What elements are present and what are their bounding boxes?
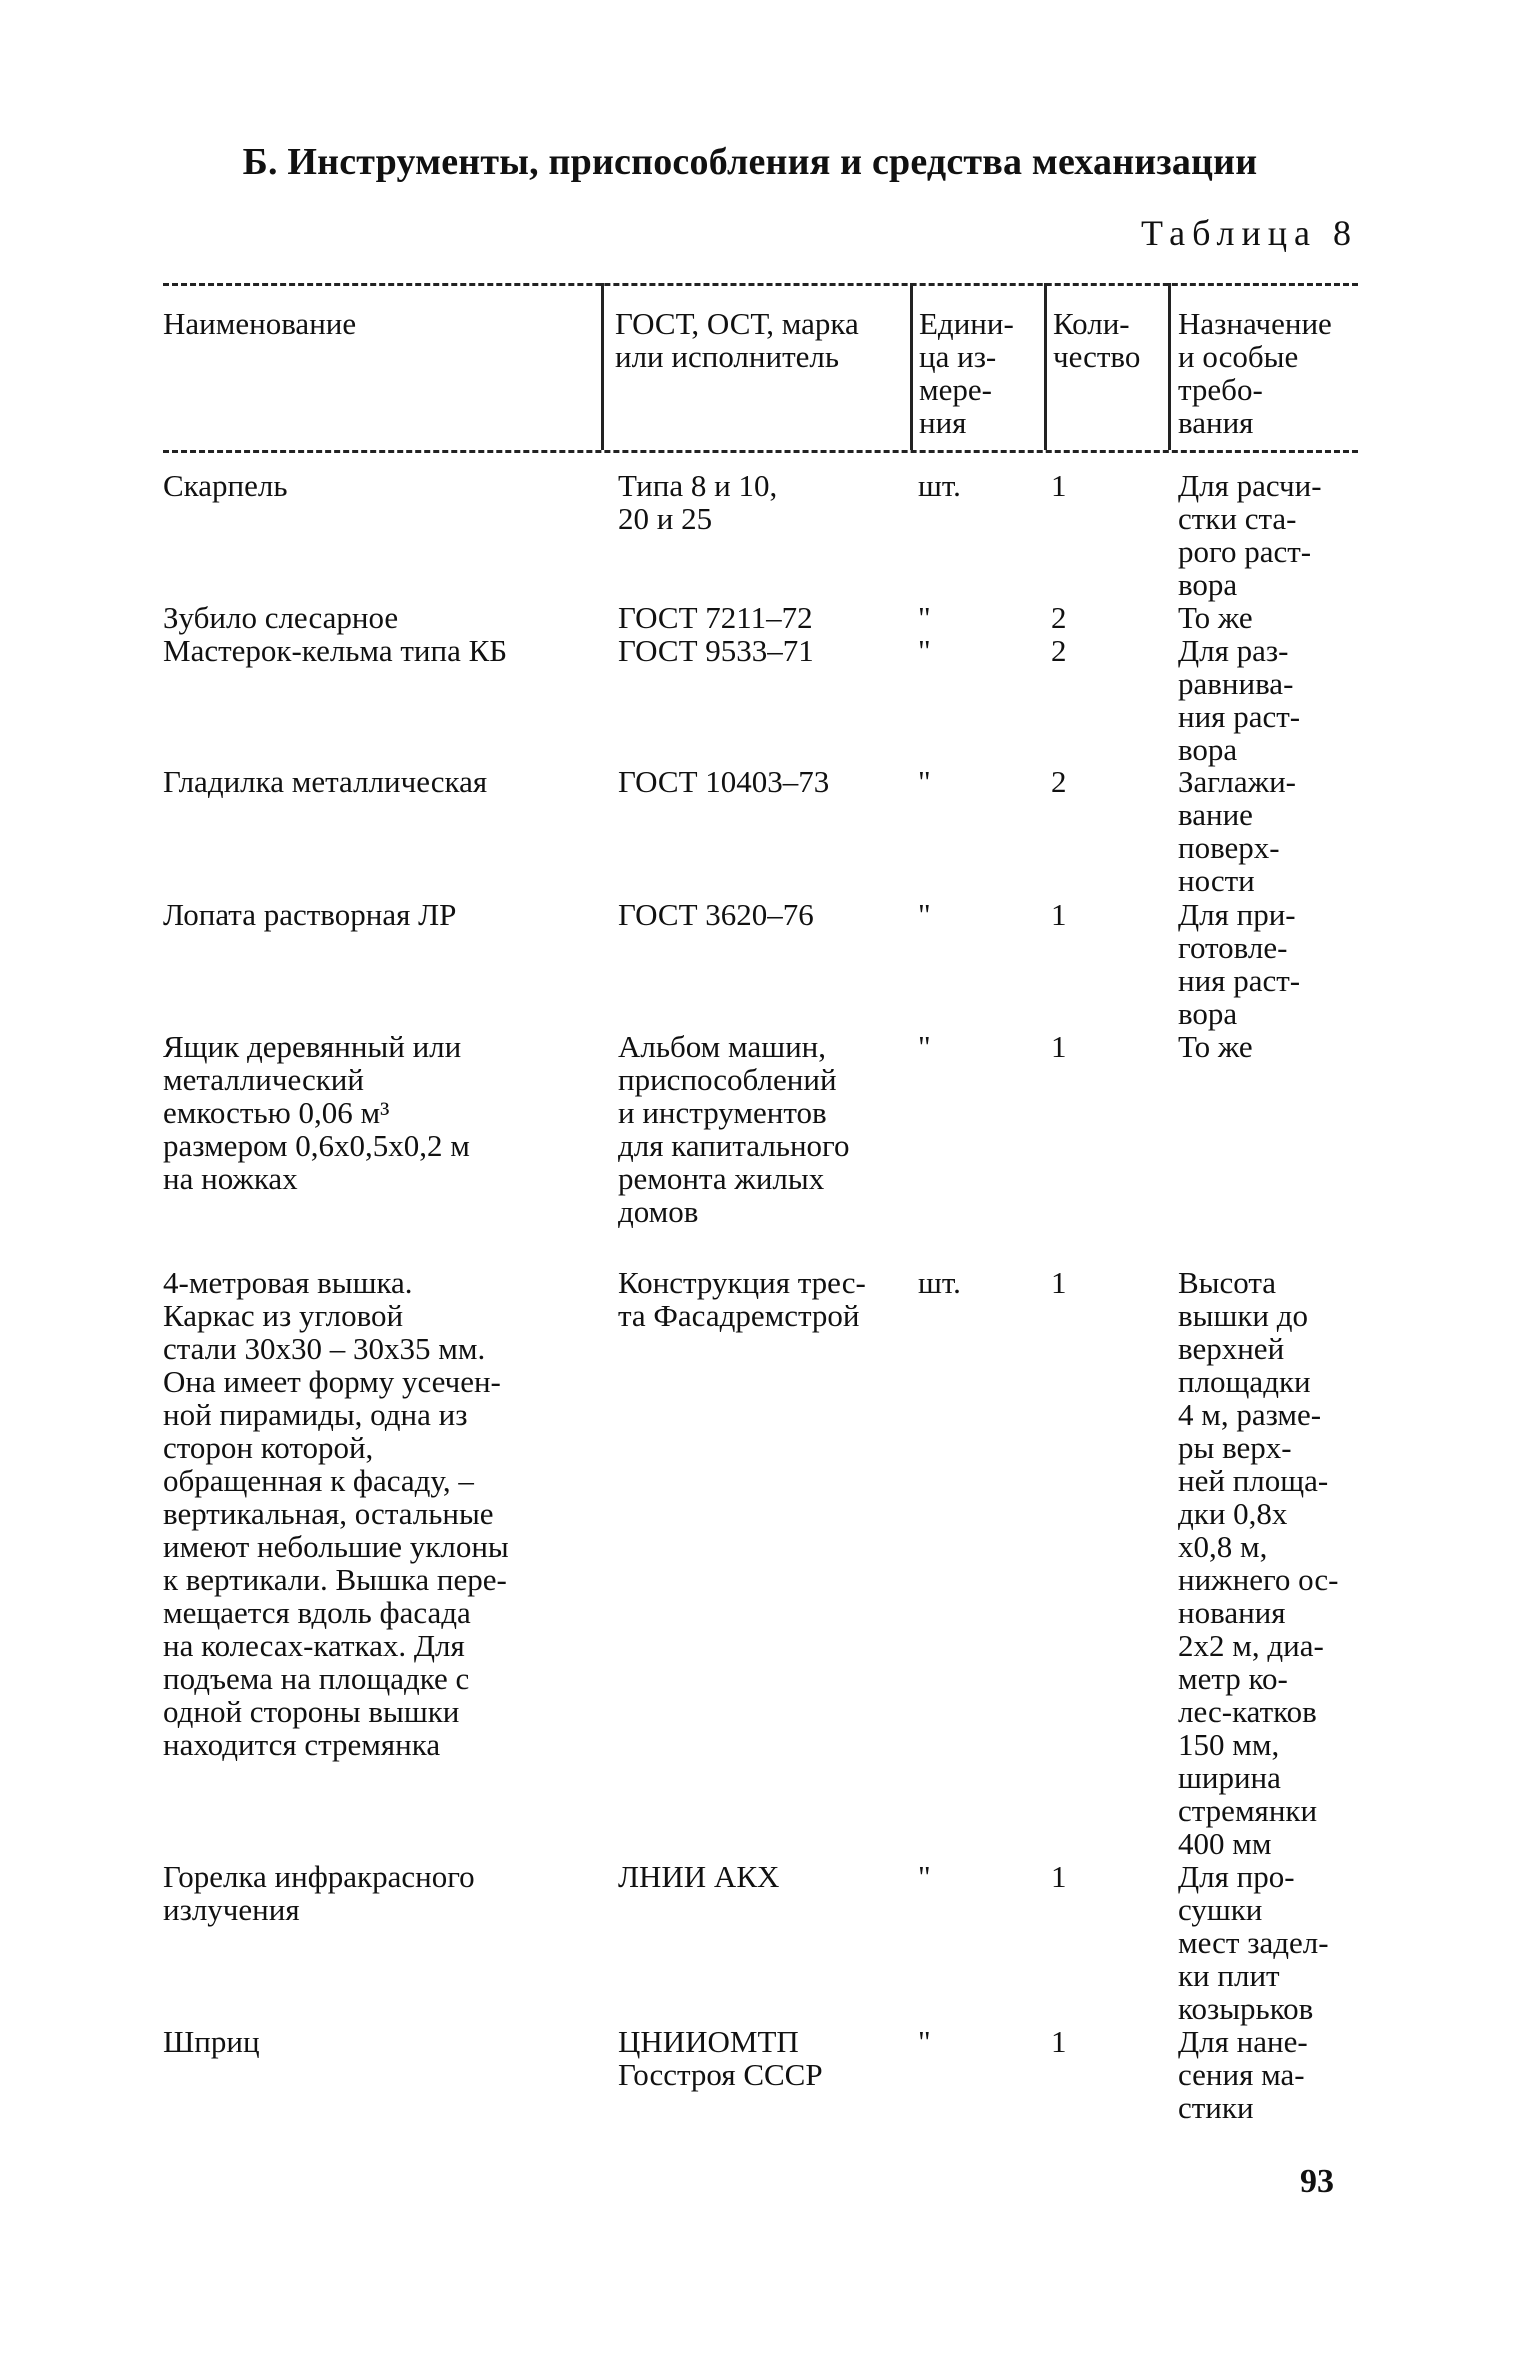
cell-unit: " xyxy=(918,897,931,932)
cell-gost: ЦНИИОМТП Госстроя СССР xyxy=(618,2024,823,2092)
cell-qty: 1 xyxy=(1051,1859,1067,1894)
cell-qty: 2 xyxy=(1051,600,1067,635)
column-header-purpose: Назначение и особые требо- вания xyxy=(1178,306,1332,440)
cell-qty: 2 xyxy=(1051,633,1067,668)
cell-purpose: Высота вышки до верхней площадки 4 м, разме- ры верх- ней площа- дки 0,8х х0,8 м, нижнего ос- нования 2х2 м, диа- метр ко- лес-катков 150 мм, ширина стремянки 400 мм xyxy=(1178,1265,1339,1861)
cell-gost: Типа 8 и 10, 20 и 25 xyxy=(618,468,778,536)
cell-qty: 1 xyxy=(1051,1029,1067,1064)
cell-qty: 1 xyxy=(1051,1265,1067,1300)
column-header-qty: Коли- чество xyxy=(1053,306,1141,374)
cell-qty: 1 xyxy=(1051,468,1067,503)
column-header-unit: Едини- ца из- мере- ния xyxy=(919,306,1014,440)
column-divider xyxy=(1044,283,1047,450)
cell-unit: " xyxy=(918,1859,931,1894)
cell-purpose: Для при- готовле- ния раст- вора xyxy=(1178,897,1301,1031)
column-divider xyxy=(910,283,913,450)
cell-gost: ГОСТ 9533–71 xyxy=(618,633,814,668)
cell-unit: шт. xyxy=(918,1265,961,1300)
column-divider xyxy=(1168,283,1171,450)
cell-name: 4-метровая вышка. Каркас из угловой стали 30х30 – 30х35 мм. Она имеет форму усечен- ной пирамиды, одна из сторон которой, обращенная к фасаду, – вертикальная, остальные имеют небольшие уклоны к вертикали. Вышка пере- мещается вдоль фасада на колесах-катках. Для подъема на площадке с одной стороны вышки находится стремянка xyxy=(163,1265,509,1762)
cell-name: Скарпель xyxy=(163,468,288,503)
cell-purpose: То же xyxy=(1178,1029,1253,1064)
cell-name: Мастерок-кельма типа КБ xyxy=(163,633,508,668)
cell-gost: ЛНИИ АКХ xyxy=(618,1859,780,1894)
cell-gost: ГОСТ 10403–73 xyxy=(618,764,830,799)
cell-purpose: Для расчи- стки ста- рого раст- вора xyxy=(1178,468,1322,602)
cell-unit: " xyxy=(918,1029,931,1064)
cell-gost: Конструкция трес- та Фасадремстрой xyxy=(618,1265,866,1333)
column-header-gost: ГОСТ, ОСТ, марка или исполнитель xyxy=(615,306,859,374)
cell-name: Зубило слесарное xyxy=(163,600,399,635)
cell-unit: " xyxy=(918,2024,931,2059)
cell-unit: " xyxy=(918,764,931,799)
cell-gost: ГОСТ 3620–76 xyxy=(618,897,814,932)
section-title: Б. Инструменты, приспособления и средства механизации xyxy=(242,141,1258,183)
cell-name: Шприц xyxy=(163,2024,260,2059)
cell-gost: ГОСТ 7211–72 xyxy=(618,600,813,635)
cell-gost: Альбом машин, приспособлений и инструментов для капитального ремонта жилых домов xyxy=(618,1029,850,1229)
table-header-rule xyxy=(163,450,1358,453)
table-label: Таблица 8 xyxy=(1141,213,1358,253)
cell-unit: " xyxy=(918,600,931,635)
cell-unit: " xyxy=(918,633,931,668)
cell-qty: 2 xyxy=(1051,764,1067,799)
cell-purpose: То же xyxy=(1178,600,1253,635)
cell-purpose: Для нане- сения ма- стики xyxy=(1178,2024,1308,2125)
cell-purpose: Заглажи- вание поверх- ности xyxy=(1178,764,1296,898)
table-top-rule xyxy=(163,283,1358,286)
cell-qty: 1 xyxy=(1051,897,1067,932)
column-header-name: Наименование xyxy=(163,306,357,341)
cell-unit: шт. xyxy=(918,468,961,503)
cell-name: Ящик деревянный или металлический емкостью 0,06 м³ размером 0,6х0,5х0,2 м на ножках xyxy=(163,1029,470,1196)
cell-purpose: Для про- сушки мест задел- ки плит козырьков xyxy=(1178,1859,1329,2026)
page-number: 93 xyxy=(1300,2163,1334,2200)
cell-name: Гладилка металлическая xyxy=(163,764,488,799)
column-divider xyxy=(601,283,604,450)
cell-qty: 1 xyxy=(1051,2024,1067,2059)
cell-purpose: Для раз- равнива- ния раст- вора xyxy=(1178,633,1301,767)
cell-name: Лопата растворная ЛР xyxy=(163,897,457,932)
cell-name: Горелка инфракрасного излучения xyxy=(163,1859,475,1927)
